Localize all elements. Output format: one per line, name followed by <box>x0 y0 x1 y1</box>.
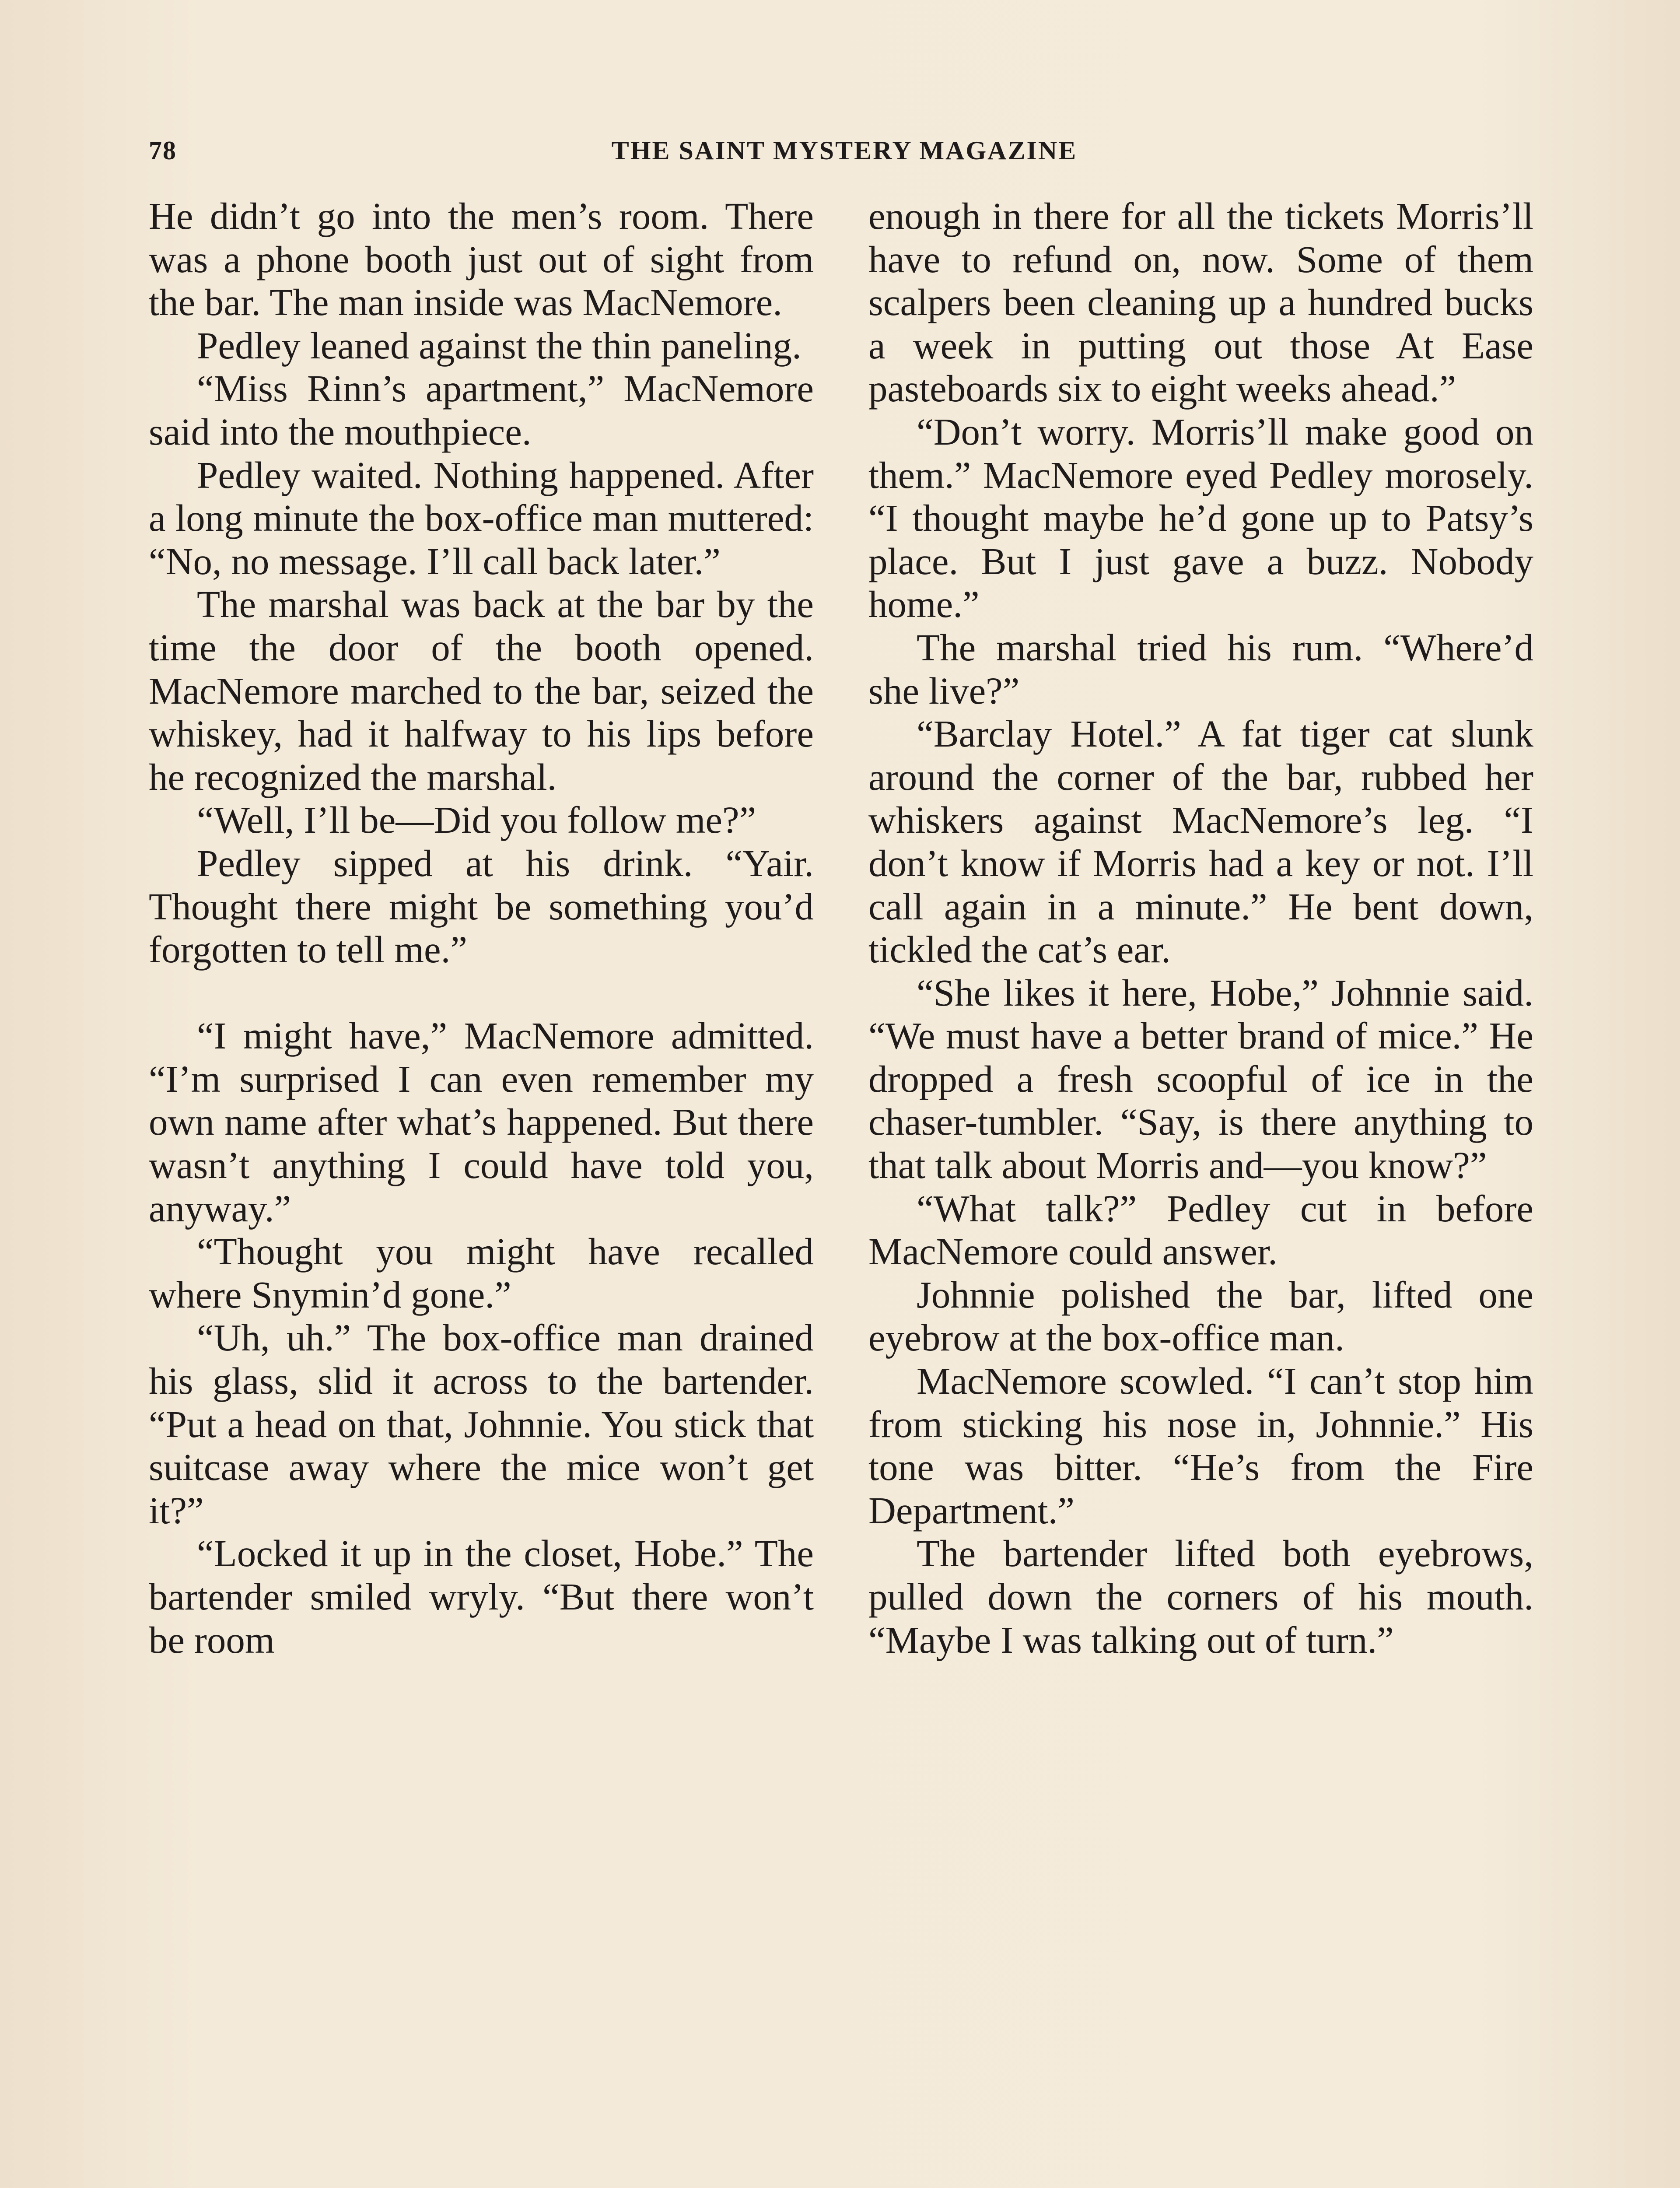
paragraph: The bartender lifted both eyebrows, pulled down the corners of his mouth. “Maybe I was talking out of turn.” <box>868 1532 1533 1661</box>
page-number: 78 <box>149 136 177 165</box>
paragraph: enough in there for all the tickets Morris’ll have to refund on, now. Some of them scalpers been cleaning up a hundred bucks a week in putting out those At Ease pasteboards six to eight weeks ahead.” <box>868 195 1533 410</box>
paragraph: Johnnie polished the bar, lifted one eyebrow at the box-office man. <box>868 1273 1533 1359</box>
right-text-column <box>868 195 1533 1662</box>
paragraph: “Locked it up in the closet, Hobe.” The bartender smiled wryly. “But there won’t be room <box>149 1532 814 1661</box>
paragraph: Pedley sipped at his drink. “Yair. Thought there might be something you’d forgotten to tell me.” <box>149 842 814 971</box>
paragraph-spacer <box>149 971 814 1015</box>
paragraph: “I might have,” MacNemore admitted. “I’m surprised I can even remember my own name after what’s happened. But there wasn’t anything I could have told you, anyway.” <box>149 1014 814 1230</box>
paragraph: “Don’t worry. Morris’ll make good on them.” MacNemore eyed Pedley morosely. “I thought maybe he’d gone up to Patsy’s place. But I just gave a buzz. Nobody home.” <box>868 410 1533 626</box>
paragraph: The marshal was back at the bar by the time the door of the booth opened. MacNemore marched to the bar, seized the whiskey, had it halfway to his lips before he recognized the marshal. <box>149 583 814 798</box>
paragraph: “Miss Rinn’s apartment,” MacNemore said into the mouthpiece. <box>149 367 814 453</box>
paragraph: “Well, I’ll be—Did you follow me?” <box>197 799 756 842</box>
paragraph: “What talk?” Pedley cut in before MacNemore could answer. <box>868 1187 1533 1273</box>
page-header <box>149 131 1540 179</box>
paragraph: He didn’t go into the men’s room. There was a phone booth just out of sight from the bar. The man inside was MacNemore. <box>149 195 814 324</box>
paragraph: “She likes it here, Hobe,” Johnnie said. “We must have a better brand of mice.” He dropped a fresh scoopful of ice in the chaser-tumbler. “Say, is there anything to that talk about Morris and—you know?” <box>868 971 1533 1187</box>
left-text-column <box>149 195 814 1662</box>
paragraph: Pedley leaned against the thin paneling. <box>197 324 802 367</box>
paragraph: “Barclay Hotel.” A fat tiger cat slunk around the corner of the bar, rubbed her whiskers against MacNemore’s leg. “I don’t know if Morris had a key or not. I’ll call again in a minute.” He bent down, tickled the cat’s ear. <box>868 712 1533 971</box>
paragraph: MacNemore scowled. “I can’t stop him from sticking his nose in, Johnnie.” His tone was bitter. “He’s from the Fire Department.” <box>868 1360 1533 1532</box>
paragraph: “Uh, uh.” The box-office man drained his glass, slid it across to the bartender. “Put a head on that, Johnnie. You stick that suitcase away where the mice won’t get it?” <box>149 1316 814 1532</box>
paragraph: Pedley waited. Nothing happened. After a long minute the box-office man muttered: “No, no message. I’ll call back later.” <box>149 453 814 582</box>
paragraph: “Thought you might have recalled where Snymin’d gone.” <box>149 1230 814 1316</box>
running-head: THE SAINT MYSTERY MAGAZINE <box>611 136 1078 165</box>
paragraph: The marshal tried his rum. “Where’d she live?” <box>868 626 1533 712</box>
